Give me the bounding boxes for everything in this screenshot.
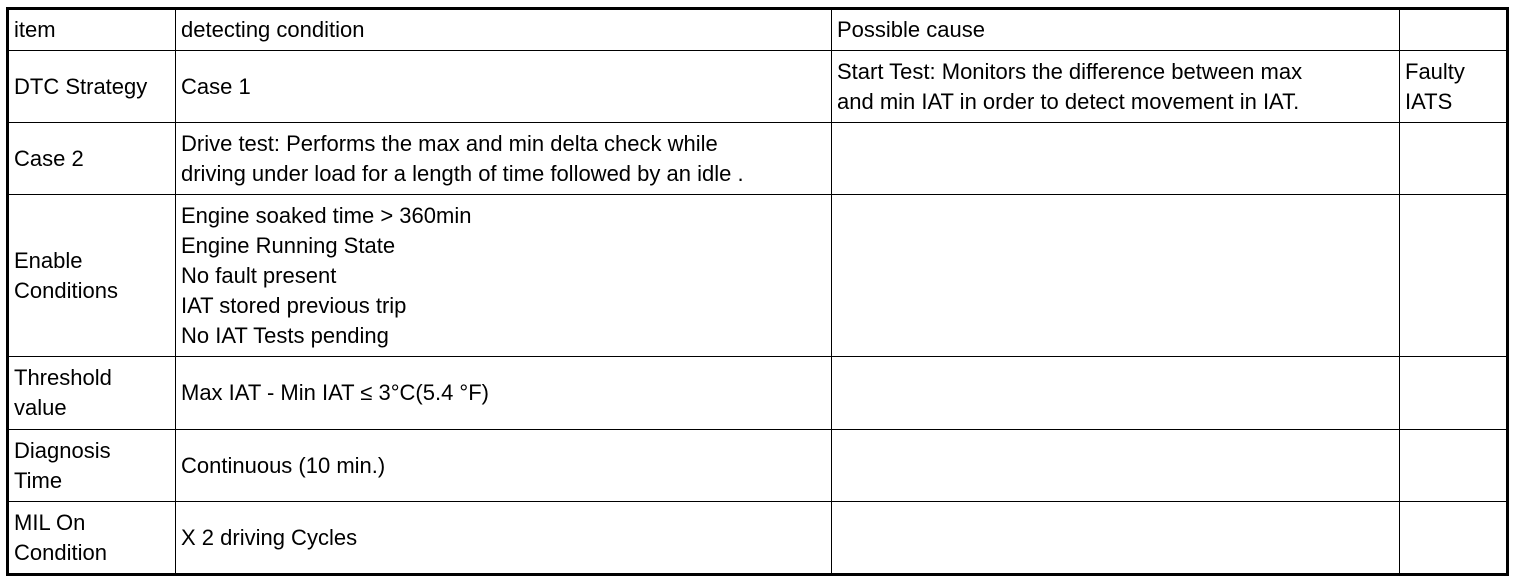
row-label-diagnosis-time — [8, 430, 176, 502]
dtc-strategy-cause — [832, 51, 1400, 123]
dtc-strategy-extra — [1400, 51, 1508, 123]
condition-line: Engine soaked time > 360min — [181, 202, 472, 228]
diagnosis-time-condition: Continuous (10 min.) — [176, 430, 832, 502]
condition-line: driving under load for a length of time followed by an idle . — [181, 160, 744, 186]
dtc-spec-table — [6, 7, 1509, 576]
case-2-extra — [1400, 123, 1508, 195]
header-cause: Possible cause — [832, 9, 1400, 51]
label-line: value — [14, 395, 67, 420]
condition-line: Engine Running State — [181, 232, 396, 258]
label-line: Diagnosis — [14, 437, 111, 463]
row-label-dtc-strategy: DTC Strategy — [8, 51, 176, 123]
enable-conditions-cause — [832, 195, 1400, 357]
condition-line: IAT stored previous trip — [181, 292, 407, 318]
header-row — [8, 9, 1508, 51]
condition-line: No fault present — [181, 262, 337, 288]
label-line: Time — [14, 467, 63, 493]
label-line: Condition — [14, 539, 107, 565]
diagnosis-time-extra — [1400, 430, 1508, 502]
header-item: item — [8, 9, 176, 51]
condition-line: Drive test: Performs the max and min delta check while — [181, 130, 718, 156]
dtc-strategy-condition: Case 1 — [176, 51, 832, 123]
threshold-cause — [832, 357, 1400, 430]
case-2-cause — [832, 123, 1400, 195]
extra-line: Faulty — [1405, 58, 1465, 84]
mil-on-cause — [832, 502, 1400, 575]
diagnosis-time-cause — [832, 430, 1400, 502]
enable-conditions-extra — [1400, 195, 1508, 357]
condition-line: No IAT Tests pending — [181, 322, 389, 348]
cause-line: and min IAT in order to detect movement in IAT. — [837, 88, 1300, 114]
row-label-case-2: Case 2 — [8, 123, 176, 195]
table-row — [8, 430, 1508, 502]
table-row — [8, 195, 1508, 357]
row-label-threshold-value — [8, 357, 176, 430]
mil-on-extra — [1400, 502, 1508, 575]
cause-line: Start Test: Monitors the difference between max — [837, 58, 1303, 84]
threshold-condition: Max IAT - Min IAT ≤ 3°C(5.4 °F) — [176, 357, 832, 430]
extra-line: IATS — [1405, 88, 1453, 114]
case-2-condition — [176, 123, 832, 195]
row-label-enable-conditions — [8, 195, 176, 357]
table-row — [8, 502, 1508, 575]
row-label-mil-on-condition — [8, 502, 176, 575]
table-row — [8, 123, 1508, 195]
label-line: MIL On — [14, 509, 86, 535]
label-line: Threshold — [14, 365, 112, 390]
header-condition: detecting condition — [176, 9, 832, 51]
header-extra — [1400, 9, 1508, 51]
label-line: Conditions — [14, 277, 118, 303]
threshold-extra — [1400, 357, 1508, 430]
label-line: Enable — [14, 247, 83, 273]
table-row — [8, 51, 1508, 123]
enable-conditions-list — [176, 195, 832, 357]
mil-on-condition: X 2 driving Cycles — [176, 502, 832, 575]
table-row — [8, 357, 1508, 430]
